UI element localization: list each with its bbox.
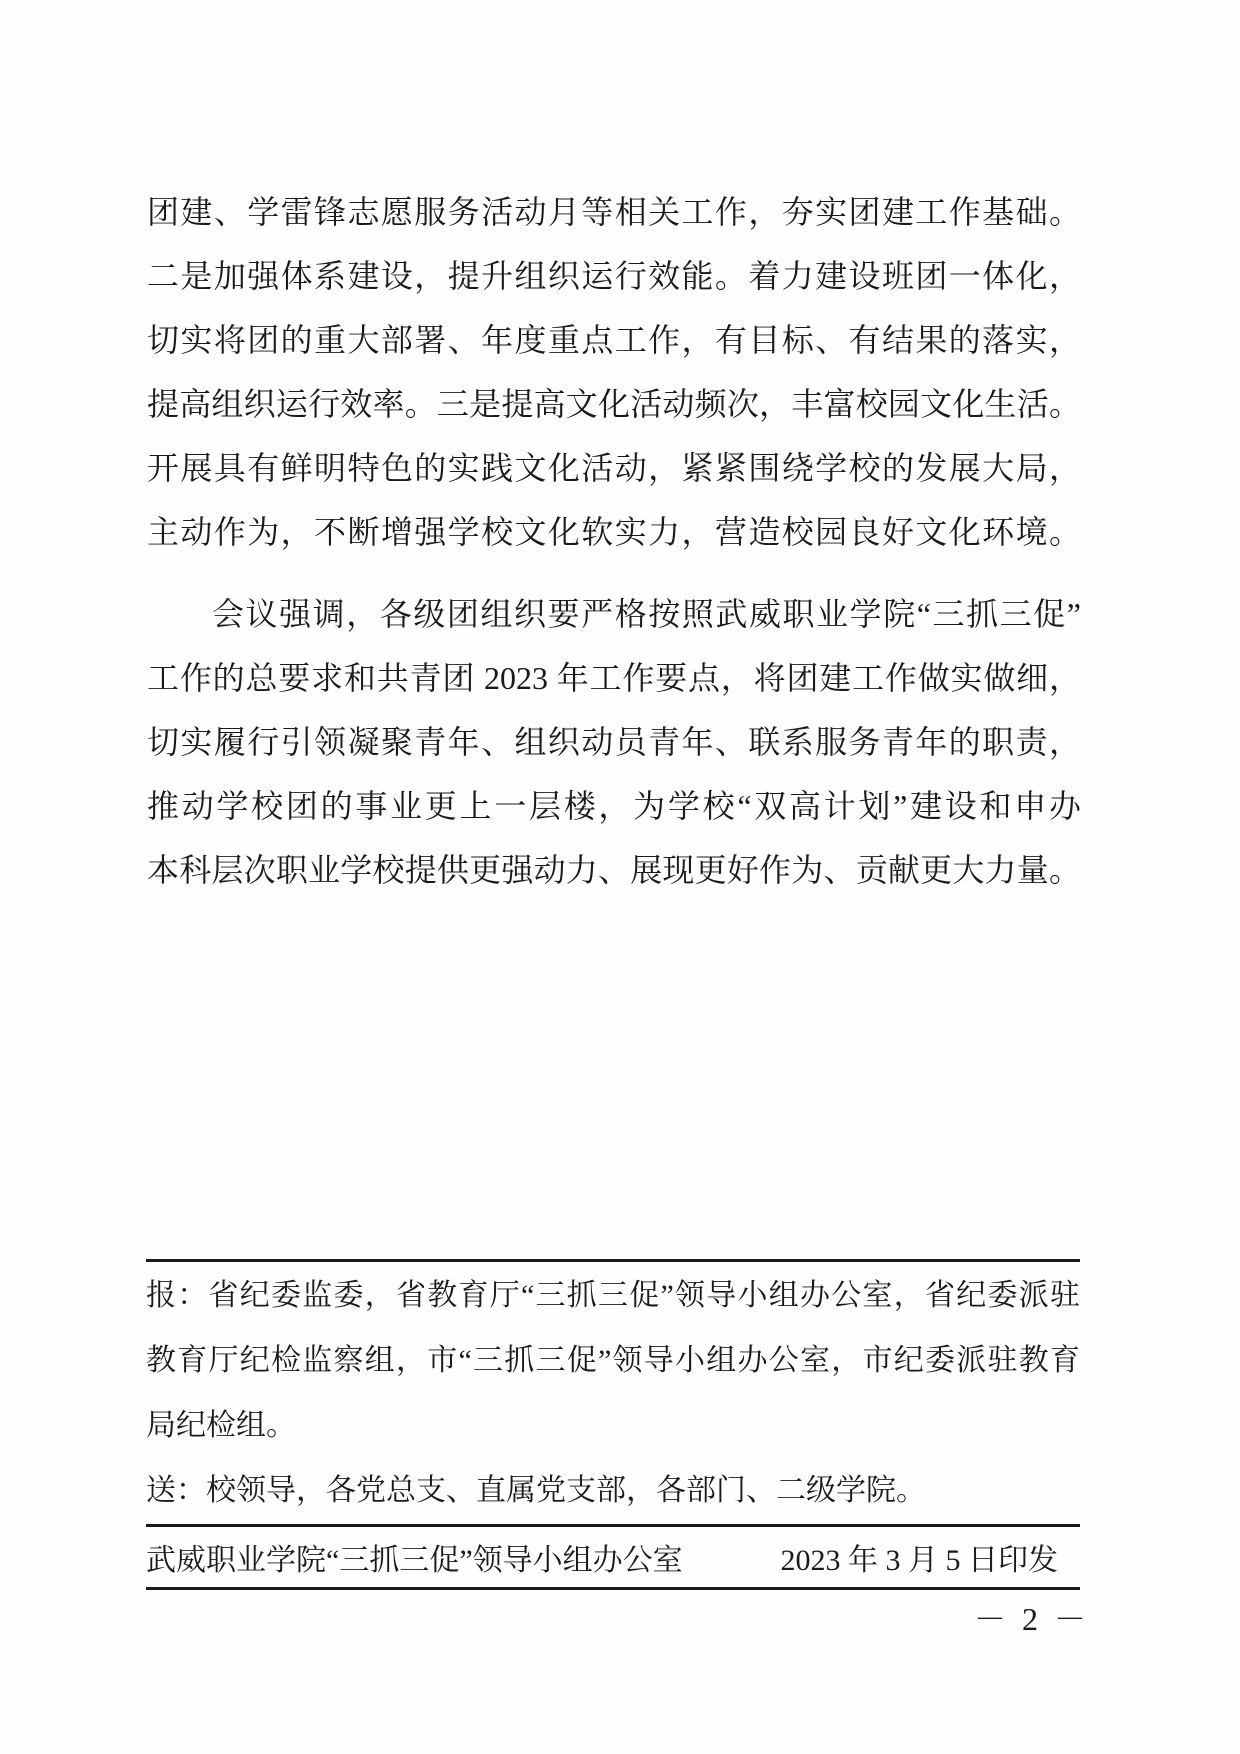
distribution-block [146,1262,1080,1523]
body-line: 切实履行引领凝聚青年、组织动员青年、联系服务青年的职责， [147,724,1081,760]
body-line: 本科层次职业学校提供更强动力、展现更好作为、贡献更大力量。 [147,852,1081,888]
report-line: 教育厅纪检监察组，市“三抓三促”领导小组办公室，市纪委派驻教育 [146,1344,1080,1377]
body-line: 工作的总要求和共青团 2023 年工作要点，将团建工作做实做细， [147,660,1081,696]
document-body [147,180,1081,902]
body-line: 会议强调，各级团组织要严格按照武威职业学院“三抓三促” [212,596,1081,632]
body-line: 切实将团的重大部署、年度重点工作，有目标、有结果的落实， [147,322,1081,358]
issuing-office: 武威职业学院“三抓三促”领导小组办公室 [146,1544,683,1577]
body-line: 二是加强体系建设，提升组织运行效能。着力建设班团一体化， [147,258,1081,294]
body-line: 推动学校团的事业更上一层楼，为学校“双高计划”建设和申办 [147,788,1081,824]
report-line: 局纪检组。 [146,1409,296,1442]
page-number: － 2 － [973,1601,1090,1637]
send-line: 送：校领导，各党总支、直属党支部，各部门、二级学院。 [146,1474,926,1507]
issue-row [146,1524,1080,1590]
body-line: 主动作为，不断增强学校文化软实力，营造校园良好文化环境。 [147,514,1081,550]
body-line: 团建、学雷锋志愿服务活动月等相关工作，夯实团建工作基础。 [147,194,1081,230]
issue-date: 2023 年 3 月 5 日印发 [780,1544,1058,1577]
paragraph-1 [147,180,1081,564]
colophon [146,1259,1080,1590]
report-line: 报：省纪委监委，省教育厅“三抓三促”领导小组办公室，省纪委派驻 [146,1279,1080,1312]
paragraph-2 [147,582,1081,902]
body-line: 开展具有鲜明特色的实践文化活动，紧紧围绕学校的发展大局， [147,450,1081,486]
body-line: 提高组织运行效率。三是提高文化活动频次，丰富校园文化生活。 [147,386,1081,422]
